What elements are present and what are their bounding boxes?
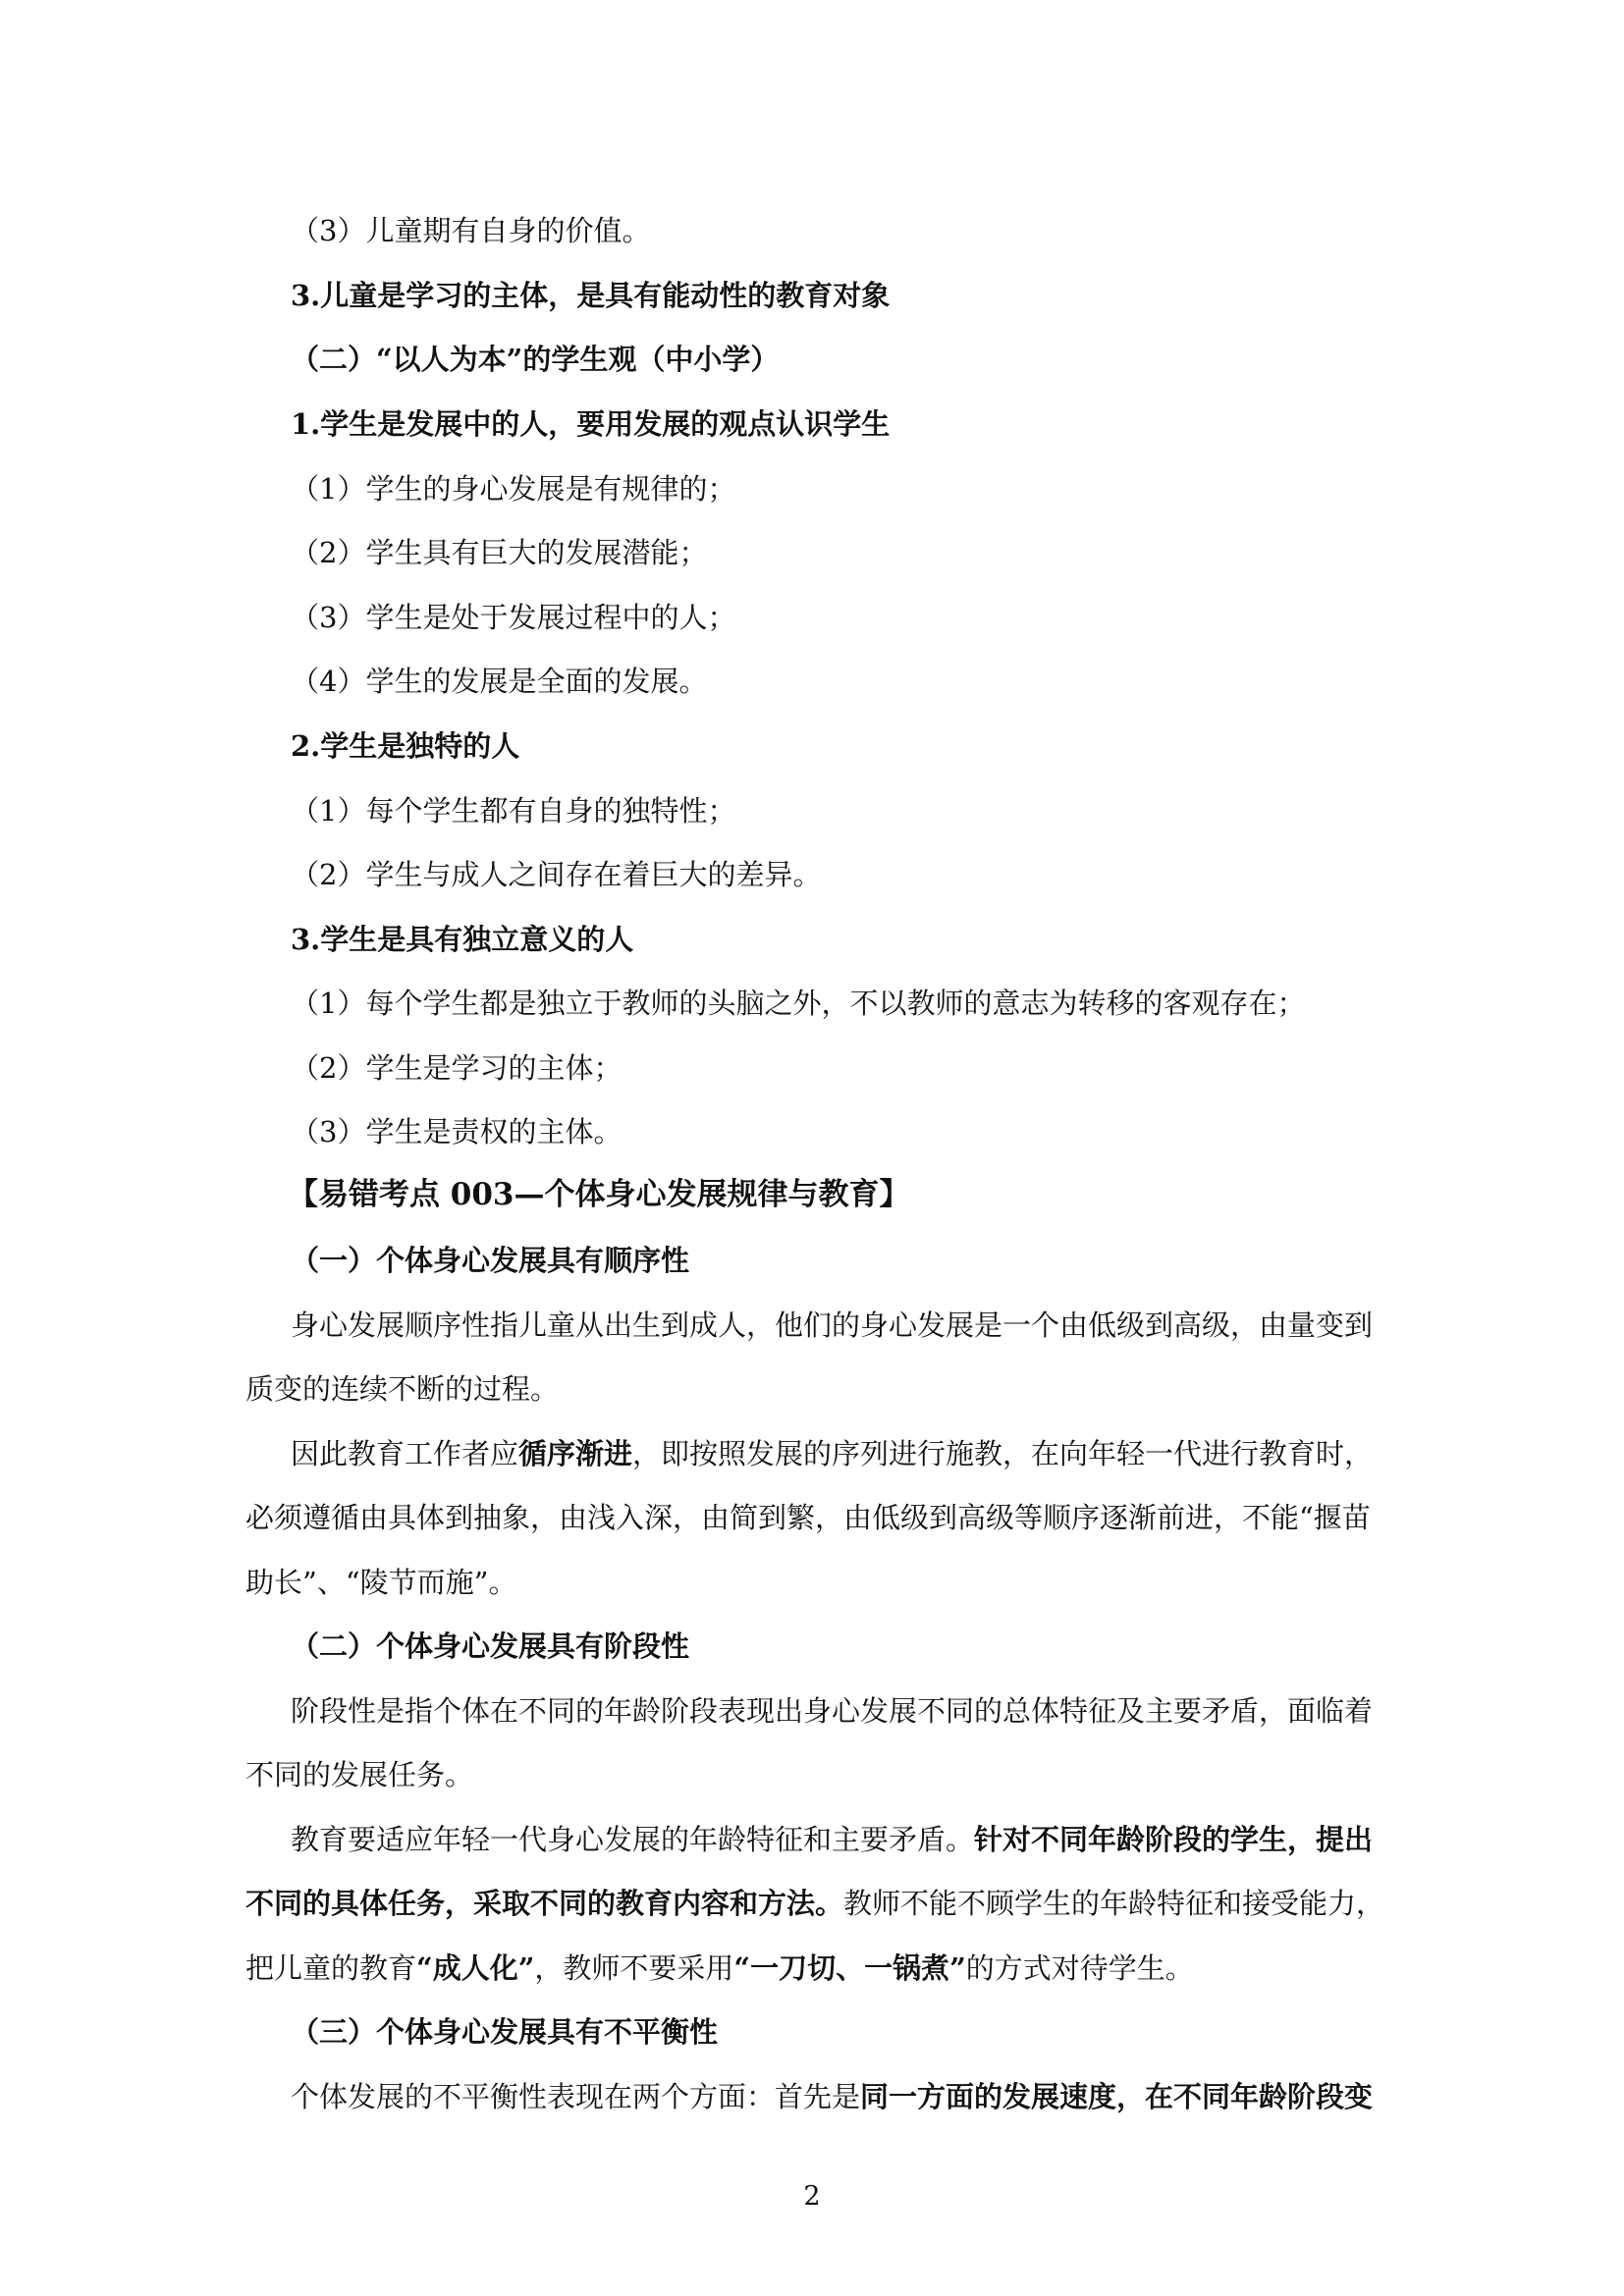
paragraph-line: [291, 1434, 1373, 1473]
list-item: （2）学生与成人之间存在着巨大的差异。: [291, 858, 822, 891]
section-heading: （二）“以人为本”的学生观（中小学）: [291, 343, 780, 376]
section-heading: （一）个体身心发展具有顺序性: [291, 1244, 690, 1277]
text-run: 个体发展的不平衡性表现在两个方面：首先是: [291, 2080, 861, 2113]
paragraph-line: [291, 1820, 1373, 1859]
paragraph-line: 不同的发展任务。: [245, 1758, 474, 1791]
subheading: 2.学生是独特的人: [291, 729, 520, 763]
list-item: （3）学生是处于发展过程中的人；: [291, 601, 736, 634]
text-run: 教师不能不顾学生的年龄特征和接受能力，: [843, 1887, 1385, 1920]
subheading: 1.学生是发展中的人，要用发展的观点认识学生: [291, 407, 891, 441]
subheading: 3.儿童是学习的主体，是具有能动性的教育对象: [291, 279, 891, 312]
emphasis-text: 循序渐进: [518, 1437, 633, 1470]
page-number: 2: [803, 2181, 821, 2212]
section-heading: （三）个体身心发展具有不平衡性: [291, 2015, 719, 2049]
list-item: （1）每个学生都有自身的独特性；: [291, 794, 736, 828]
list-item: （2）学生是学习的主体；: [291, 1051, 623, 1085]
emphasis-text: “成人化”: [416, 1951, 535, 1985]
paragraph-line: 助长”、“陵节而施”。: [245, 1566, 517, 1599]
list-item: （3）学生是责权的主体。: [291, 1115, 623, 1148]
text-run: 因此教育工作者应: [291, 1437, 519, 1470]
paragraph-line: [291, 2077, 1373, 2116]
topic-heading: 【易错考点 003—个体身心发展规律与教育】: [288, 1177, 910, 1212]
list-item: （3）儿童期有自身的价值。: [291, 214, 651, 247]
list-item: （2）学生具有巨大的发展潜能；: [291, 536, 708, 569]
list-item: （4）学生的发展是全面的发展。: [291, 665, 708, 698]
paragraph-line: 身心发展顺序性指儿童从出生到成人，他们的身心发展是一个由低级到高级，由量变到: [291, 1308, 1374, 1342]
emphasis-text: 同一方面的发展速度，在不同年龄阶段变: [860, 2080, 1374, 2113]
paragraph-line: 必须遵循由具体到抽象，由浅入深，由简到繁，由低级到高级等顺序逐渐前进，不能“揠苗: [245, 1501, 1371, 1534]
text-run: 教育要适应年轻一代身心发展的年龄特征和主要矛盾。: [291, 1823, 975, 1856]
paragraph-line: [245, 1949, 1194, 1988]
text-run: ，教师不要采用: [534, 1951, 734, 1985]
list-item: （1）学生的身心发展是有规律的；: [291, 472, 736, 506]
list-item: （1）每个学生都是独立于教师的头脑之外，不以教师的意志为转移的客观存在；: [291, 987, 1306, 1020]
text-run: ，即按照发展的序列进行施教，在向年轻一代进行教育时，: [632, 1437, 1374, 1470]
section-heading: （二）个体身心发展具有阶段性: [291, 1629, 690, 1663]
paragraph-line: 质变的连续不断的过程。: [245, 1372, 560, 1406]
text-run: 把儿童的教育: [245, 1951, 417, 1985]
emphasis-text: 不同的具体任务，采取不同的教育内容和方法。: [245, 1887, 844, 1920]
emphasis-text: “一刀切、一锅煮”: [733, 1951, 966, 1985]
text-run: 的方式对待学生。: [965, 1951, 1194, 1985]
paragraph-line: [245, 1884, 1384, 1923]
paragraph-line: 阶段性是指个体在不同的年龄阶段表现出身心发展不同的总体特征及主要矛盾，面临着: [291, 1694, 1374, 1728]
emphasis-text: 针对不同年龄阶段的学生，提出: [974, 1823, 1374, 1856]
subheading: 3.学生是具有独立意义的人: [291, 923, 634, 956]
